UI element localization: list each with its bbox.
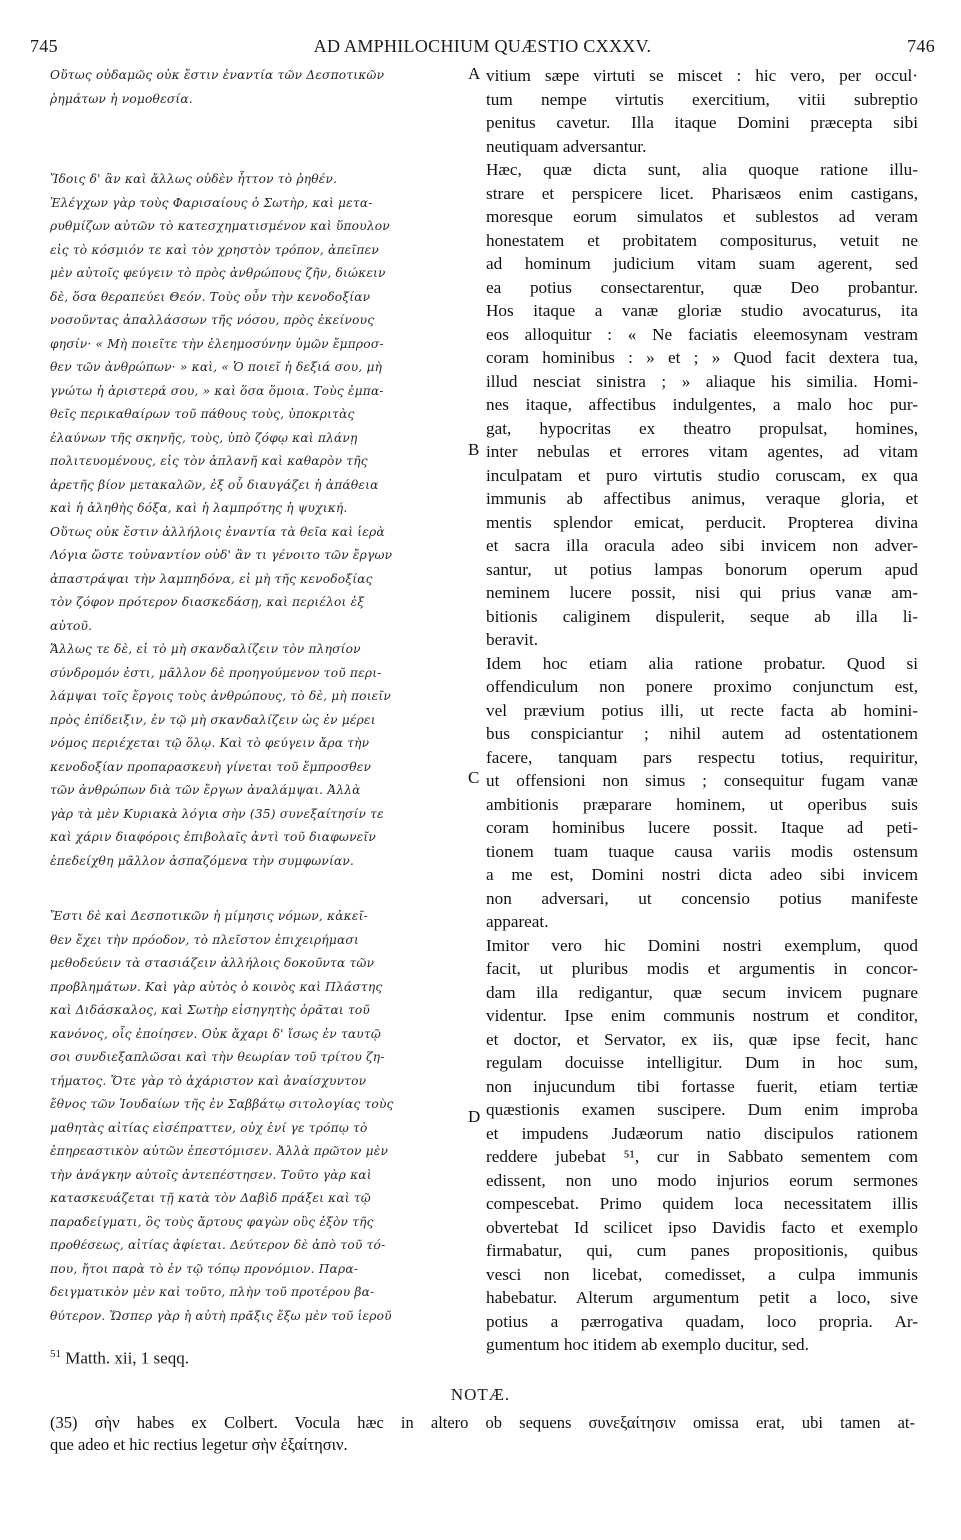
running-title: AD AMPHILOCHIUM QUÆSTIO CXXXV. (313, 36, 652, 56)
latin-line: non injucundum tibi fortasse fuerit, etiam tertiæ (486, 1076, 918, 1096)
greek-line: ἀπαστράψαι τὴν λαμπηδόνα, εἰ μὴ τῆς κενοδοξίας (50, 571, 373, 586)
latin-line: inter nebulas et errores vitam agentes, ad vitam (486, 442, 918, 461)
greek-line: ἐπηρεαστικὸν αὐτῶν ἐπεστόμισεν. Ἀλλὰ πρῶτον μὲν (50, 1144, 389, 1158)
latin-line: nes itaque, affectibus indulgentes, a malo hoc pur- (486, 395, 918, 414)
greek-line: καὶ χάριν διαφόροις ἐπιβολαῖς ἀντὶ τοῦ διαφωνεῖν (50, 830, 377, 844)
latin-line: habebatur. Alterum argumentum petit a loco, sive (486, 1288, 918, 1307)
latin-line: appareat. (486, 912, 549, 931)
latin-line: firmabatur, qui, cum panes propositionis, quibus (486, 1241, 918, 1260)
greek-line: κενοδοξίαν προπαρασκευὴ γίνεται τοῦ ἔμπροσθεν (50, 759, 372, 774)
greek-line: προβλημάτων. Καὶ γὰρ αὐτὸς ὁ κοινὸς καὶ Πλάστης (50, 979, 383, 994)
latin-line: ut offensioni non simus ; consequitur fugam vanæ (486, 771, 918, 790)
greek-line: τὴν ἀνάγκην αὐτοῖς ἀντεπέστησεν. Τοῦτο γὰρ καὶ (50, 1167, 372, 1182)
latin-line: potius a pærrogativa quadam, loco propria. Ar- (486, 1311, 918, 1331)
greek-line: πρὸς ἐπίδειξιν, ἐν τῷ μὴ σκανδαλίζειν ὡς ἐν μέρει (50, 712, 376, 727)
latin-line: videntur. Ipse enim communis nostrum et conditor, (486, 1006, 918, 1025)
latin-line: et doctor, et Servator, ex iis, quæ ipse fecit, hanc (486, 1029, 918, 1049)
latin-line: inculpatam et puro virtutis studio coruscam, ex qua (486, 465, 918, 485)
margin-marker-a: A (468, 64, 481, 83)
latin-line: bus conspiciantur ; nihil autem ad ostentationem (486, 724, 918, 743)
greek-line: δειγματικὸν μὲν καὶ τοῦτο, πλὴν τοῦ προτέρου βα- (50, 1285, 375, 1299)
latin-line: penitus cavetur. Illa itaque Domini præcepta sibi (486, 113, 918, 132)
latin-line: non adversari, ut concensio potius manifeste (486, 888, 918, 908)
greek-line: ἔθνος τῶν Ἰουδαίων τῆς ἐν Σαββάτῳ σιτολογίας τοὺς (50, 1097, 394, 1111)
greek-line: ἐλαύνων τῆς σκηνῆς, τοὺς, ὑπὸ ζόφῳ καὶ πλάνῃ (50, 430, 358, 445)
latin-line: vel prævium potius illi, ut recte facta ab homini- (486, 700, 918, 720)
latin-line: quæstionis examen suscipere. Dum enim improba (486, 1100, 918, 1119)
greek-line: μαθητὰς αἰτίας εἰσέπραττεν, οὐχ ἑνί γε τρόπῳ τὸ (50, 1120, 368, 1135)
greek-line: θεῖς περικαθαίρων τοῦ πάθους τοὺς, ὑποκριτὰς (50, 407, 355, 421)
latin-line: compescebat. Primo quidem loca necessitatem illis (486, 1194, 918, 1213)
latin-line: neutiquam adversantur. (486, 136, 647, 156)
margin-marker-d: D (468, 1107, 481, 1126)
greek-line: δὲ, ὅσα θεραπεύει Θεόν. Τοὺς οὖν τὴν κενοδοξίαν (50, 289, 371, 304)
note-line: (35) σὴν habes ex Colbert. Vocula hæc in altero ob sequens συνεξαίτησιν omissa erat, ubi tamen at- (50, 1413, 915, 1432)
latin-line: regulam docuisse intelligitur. Dum in hoc sum, (486, 1053, 918, 1072)
greek-line: Ἄλλως τε δὲ, εἰ τὸ μὴ σκανδαλίζειν τὸν πλησίον (50, 642, 361, 656)
latin-line: eos alloquitur : « Ne faciatis eleemosynam vestram (486, 324, 918, 344)
latin-line: Idem hoc etiam alia ratione probatur. Quod si (486, 653, 918, 673)
greek-line: καὶ ἡ ἀληθὴς δόξα, καὶ ἡ λαμπρότης ἡ ψυχική. (50, 501, 348, 515)
greek-line: θεν ἔχει τὴν πρόοδον, τὸ πλεῖστον ἐπιχειρήμασι (50, 932, 359, 947)
latin-line: ea potius consectarentur, quæ Deo probantur. (486, 277, 918, 297)
greek-line: κατασκευάζεται τῇ κατὰ τὸν Δαβὶδ πράξει καὶ τῷ (50, 1191, 371, 1205)
greek-line: θύτερον. Ὥσπερ γὰρ ἡ αὐτὴ πρᾶξις ἔξω μὲν τοῦ ἱεροῦ (50, 1308, 392, 1323)
greek-line: σύνδρομόν ἐστι, μᾶλλον δὲ προηγούμενον τοῦ περι- (50, 665, 382, 680)
greek-line: μὲν αὐτοῖς φεύγειν τὸ πρὸς ἀνθρώπους ζῆν, διώκειν (50, 266, 386, 280)
greek-line: θεν τῶν ἀνθρώπων· » καὶ, « Ὁ ποιεῖ ἡ δεξιά σου, μὴ (50, 360, 383, 374)
latin-line: coram hominibus : » et ; » Quod facit dextera tua, (486, 348, 918, 367)
latin-line: ambitionis præparare hominem, ut operibus suis (486, 794, 918, 814)
running-header (30, 36, 935, 60)
greek-line: Οὕτως οὐδαμῶς οὐκ ἔστιν ἐναντία τῶν Δεσποτικῶν (50, 68, 385, 82)
notes-heading: NOTÆ. (450, 1385, 511, 1404)
greek-line: νόμος περιέχεται τῷ ὅλῳ. Καὶ τὸ φεύγειν ἄρα τὴν (50, 736, 370, 750)
greek-line: νοσοῦντας ἀπαλλάσσων τῆς νόσου, πρὸς ἐκείνους (50, 313, 375, 327)
greek-line: Ἴδοις δ' ἂν καὶ ἄλλως οὐδὲν ἧττον τὸ ῥηθέν. (50, 172, 338, 186)
notes-block (50, 1412, 915, 1456)
latin-line: facere, tanquam pars respectu totius, requiritur, (486, 747, 918, 767)
greek-line: αὐτοῦ. (50, 618, 93, 633)
latin-line: moresque eorum simulatos et sublestos ad veram (486, 207, 918, 226)
greek-line: που, ἤτοι παρὰ τὸ ἐν τῷ τόπῳ προνόμιον. Παρα- (50, 1261, 359, 1276)
latin-line: a me est, Domini nostri dicta adeo sibi invicem (486, 865, 918, 884)
latin-line: neminem lucere possit, nisi qui prius vanæ am- (486, 583, 918, 602)
latin-line: Hos itaque a vanæ gloriæ studio avocaturus, ita (486, 301, 918, 320)
latin-line: gat, hypocritas ex theatro propulsat, homines, (486, 418, 918, 438)
latin-line: Hæc, quæ dicta sunt, alia quoque ratione illu- (486, 160, 918, 179)
footnote (50, 1348, 189, 1369)
margin-marker-b: B (468, 440, 480, 459)
latin-line: reddere jubebat ⁵¹, cur in Sabbato sementem com (486, 1147, 918, 1166)
greek-line: γνώτω ἡ ἀριστερά σου, » καὶ ὅσα ὅμοια. Τοὺς ἐμπα- (50, 383, 384, 398)
greek-line: γὰρ τὰ μὲν Κυριακὰ λόγια σὴν (35) συνεξαίτησίν τε (50, 806, 384, 821)
latin-line: strare et perspicere licet. Pharisæos enim castigans, (486, 183, 918, 203)
greek-line: Λόγια ὥστε τοὐναντίον οὐδ' ἂν τι γένοιτο τῶν ἔργων (50, 548, 393, 562)
latin-line: ad hominum judicium vitam suam agerent, sed (486, 254, 918, 273)
greek-line: ἀρετῆς βίον μετακαλῶν, ἐξ οὗ διαυγάζει ἡ ἀπάθεια (50, 477, 379, 492)
note-line: que adeo et hic rectius legetur σὴν ἐξαίτησιν. (50, 1435, 348, 1454)
greek-line: κανόνος, οἷς ἐποίησεν. Οὐκ ἄχαρι δ' ἴσως ἐν ταυτῷ (50, 1026, 382, 1041)
greek-line: λάμψαι τοῖς ἔργοις τοὺς ἀνθρώπους, τὸ δὲ, μὴ ποιεῖν (50, 689, 392, 703)
latin-line: Imitor vero hic Domini nostri exemplum, quod (486, 935, 918, 955)
greek-line: τήματος. Ὅτε γὰρ τὸ ἀχάριστον καὶ ἀναίσχυντον (50, 1073, 367, 1088)
greek-line: καὶ Διδάσκαλος, καὶ Σωτὴρ εἰσηγητὴς ὁρᾶται τοῦ (50, 1003, 371, 1017)
latin-line: edissent, non uno modo injurios eorum sermones (486, 1170, 918, 1190)
latin-line: et impudens Judæorum natio discipulos rationem (486, 1123, 918, 1143)
latin-line: tionem tuam tuaque causa variis modis ostensum (486, 841, 918, 861)
greek-line: εἰς τὸ κόσμιόν τε καὶ τὸν χρηστὸν τρόπον, ἀπεῖπεν (50, 242, 379, 257)
latin-line: beravit. (486, 630, 539, 649)
greek-line: Ἔστι δὲ καὶ Δεσποτικῶν ἡ μίμησις νόμων, κἀκεῖ- (50, 909, 368, 923)
latin-line: immunis ab affectibus animus, veraque gloria, et (486, 489, 918, 508)
greek-line: φησίν· « Μὴ ποιεῖτε τὴν ἐλεημοσύνην ὑμῶν ἔμπροσ- (50, 336, 384, 351)
latin-line: facit, ut pluribus modis et argumentis in concor- (486, 959, 918, 978)
greek-line: Ἐλέγχων γὰρ τοὺς Φαρισαίους ὁ Σωτὴρ, καὶ μετα- (50, 195, 373, 210)
latin-line: obvertebat Id scilicet ipso Davidis facto et exemplo (486, 1217, 918, 1237)
greek-line: ῥημάτων ἡ νομοθεσία. (50, 91, 193, 106)
greek-line: ρυθμίζων αὐτῶν τὸ κατεσχηματισμένον καὶ ὕπουλον (50, 219, 390, 233)
latin-line: gumentum hoc itidem ab exemplo ducitur, sed. (486, 1335, 809, 1354)
latin-line: tum nempe virtutis exercitium, vitii subreptio (486, 89, 918, 109)
greek-line: τῶν ἀνθρώπων διὰ τῶν ἔργων ἀναλάμψαι. Ἀλλὰ (50, 783, 361, 797)
latin-line: illud nesciat sinistra ; » aliaque his similia. Homi- (486, 371, 918, 391)
latin-line: honestatem et probitatem compositurus, vetuit ne (486, 230, 918, 250)
margin-marker-c: C (468, 768, 480, 787)
footnote-number: 51 (50, 1348, 61, 1360)
page-number-right: 746 (907, 36, 935, 56)
greek-line: παραδείγματι, ὃς τοὺς ἄρτους φαγὼν οὓς ἐξὸν τῆς (50, 1214, 374, 1229)
latin-line: mentis splendor emicat, perducit. Propterea divina (486, 512, 918, 532)
latin-line: vesci non licebat, comedisset, a culpa immunis (486, 1264, 918, 1284)
greek-line: προθέσεως, αἰτίας ἀφίεται. Δεύτερον δὲ ἀπὸ τοῦ τό- (50, 1238, 386, 1252)
greek-line: μεθοδεύειν τὰ στασιάζειν ἀλλήλοις δοκοῦντα τῶν (50, 956, 375, 970)
latin-line: bitionis caliginem dispulerit, seque ab illa li- (486, 606, 918, 626)
latin-line: offendiculum non ponere proximo conjunctum est, (486, 677, 918, 696)
latin-line: santur, ut potius lampas bonorum operum apud (486, 559, 918, 579)
latin-line: dam illa redigantur, quæ secum invicem pugnare (486, 982, 918, 1002)
page-number-left: 745 (30, 36, 58, 56)
greek-line: Οὕτως οὐκ ἔστιν ἀλλήλοις ἐναντία τὰ θεῖα καὶ ἱερὰ (50, 524, 385, 539)
latin-line: vitium sæpe virtuti se miscet : hic vero, per occul· (486, 66, 918, 85)
greek-line: πολιτευομένους, εἰς τὸν ἀπλανῆ καὶ καθαρὸν τῆς (50, 454, 368, 468)
latin-line: coram hominibus lucere possit. Itaque ad peti- (486, 818, 918, 837)
greek-line: σοι συνδιεξαπλῶσαι καὶ τὴν θεωρίαν τοῦ τρίτου ζη- (50, 1050, 385, 1064)
footnote-text: Matth. xii, 1 seqq. (65, 1348, 189, 1368)
greek-line: ἐπεδείχθη μᾶλλον ἀσπαζόμενα τὴν συμφωνίαν. (50, 853, 355, 868)
latin-column (486, 64, 918, 1357)
greek-line: τὸν ζόφον πρότερον διασκεδάσῃ, καὶ περιέλοι ἐξ (50, 595, 365, 609)
latin-line: et sacra illa oracula adeo sibi invicem non adver- (486, 536, 918, 555)
